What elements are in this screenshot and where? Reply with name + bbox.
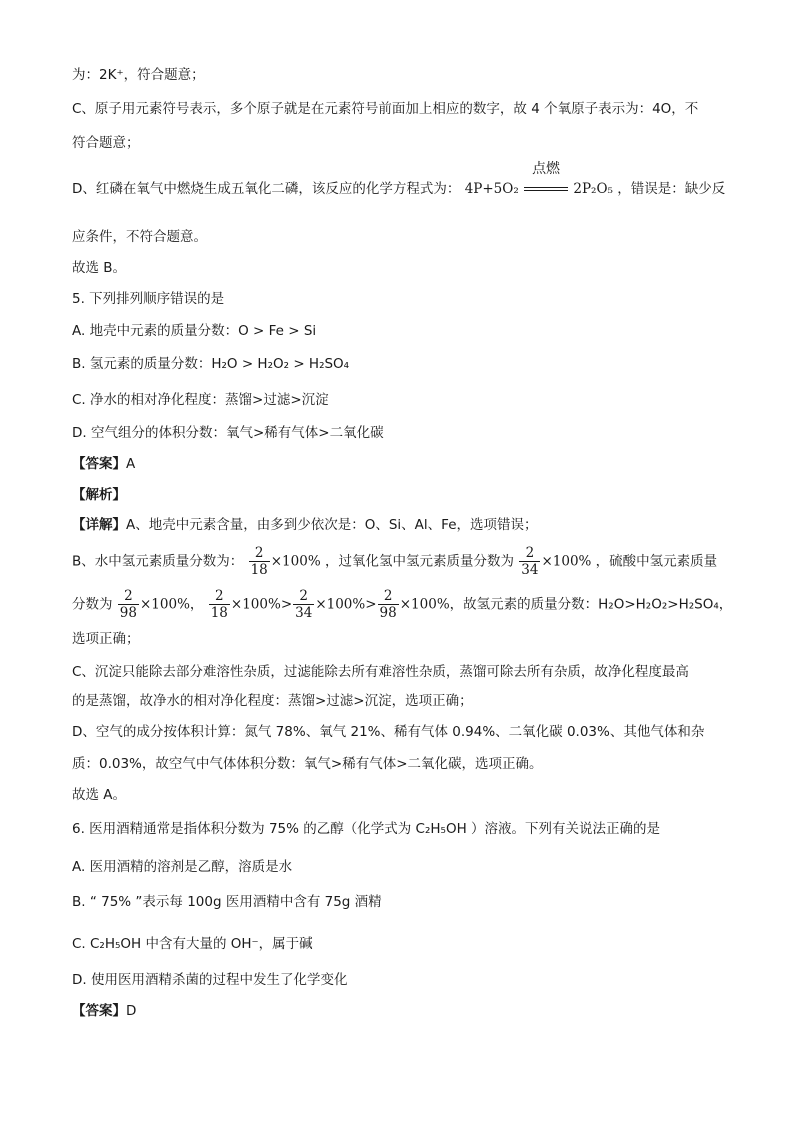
q5-option-c: C. 净水的相对净化程度：蒸馏>过滤>沉淀 [72, 392, 329, 408]
question-5: 5. 下列排列顺序错误的是 [72, 291, 225, 307]
q5-option-a: A. 地壳中元素的质量分数：O > Fe > Si [72, 323, 317, 339]
detail-line-3: 分数为 $\frac{2}{98}$ ×100%， $\frac{2}{18}$ ×100%> $\frac{2}{34}$ ×100%> $\frac{2}{98}$ ×100%，故氢元素的质量分数：H₂O>H₂O₂>H₂SO₄， [72, 588, 733, 621]
fraction-2-18: $\frac{2}{18}$ [250, 545, 268, 578]
detail-line-9: 故选 A。 [72, 787, 127, 803]
analysis-tag: 【解析】 [72, 487, 126, 503]
question-6: 6. 医用酒精通常是指体积分数为 75% 的乙醇（化学式为 C₂H₅OH ）溶液。下列有关说法正确的是 [72, 821, 661, 837]
q5-option-b: B. 氢元素的质量分数：H₂O > H₂O₂ > H₂SO₄ [72, 356, 350, 372]
equation-right: 2P₂O₅ [573, 181, 613, 197]
detail-line-7: D、空气的成分按体积计算：氮气 78%、氧气 21%、稀有气体 0.94%、二氧化碳 0.03%、其他气体和杂 [72, 724, 705, 740]
equals-bar-icon [524, 187, 568, 191]
answer-value: D [126, 1003, 137, 1019]
answer-tag: 【答案】 [72, 456, 126, 472]
answer-tag: 【答案】 [72, 1003, 126, 1019]
q6-option-b: B. “ 75% ”表示每 100g 医用酒精中含有 75g 酒精 [72, 894, 382, 910]
detail-line-8: 质：0.03%，故空气中气体体积分数：氧气>稀有气体>二氧化碳，选项正确。 [72, 756, 543, 772]
detail-line-4: 选项正确； [72, 631, 140, 647]
q6-answer [72, 1002, 136, 1020]
fraction-2-98: $\frac{2}{98}$ [379, 588, 397, 621]
answer-value: A [126, 456, 136, 472]
equation-left: 4P+5O₂ [464, 181, 519, 197]
equation-outro: ，错误是：缺少反 [617, 181, 726, 197]
equation-line [72, 161, 726, 198]
detail-line-6: 的是蒸馏，故净水的相对净化程度：蒸馏>过滤>沉淀，选项正确； [72, 693, 473, 709]
reaction-condition-label: 点燃 [532, 161, 561, 177]
equation-intro: D、红磷在氧气中燃烧生成五氧化二磷，该反应的化学方程式为： [72, 181, 461, 197]
q6-option-c: C. C₂H₅OH 中含有大量的 OH⁻，属于碱 [72, 936, 313, 952]
detail-line-2: B、水中氢元素质量分数为： $\frac{2}{18}$ ×100% ，过氧化氢中氢元素质量分数为 $\frac{2}{34}$ ×100% ，硫酸中氢元素质量 [72, 545, 718, 578]
fraction-2-18: $\frac{2}{18}$ [210, 588, 228, 621]
reaction-condition [523, 161, 569, 198]
line-6: 故选 B。 [72, 260, 127, 276]
fraction-2-98: $\frac{2}{98}$ [119, 588, 137, 621]
line-1: 为：2K⁺，符合题意； [72, 67, 205, 83]
q6-option-a: A. 医用酒精的溶剂是乙醇，溶质是水 [72, 859, 293, 875]
q5-option-d: D. 空气组分的体积分数：氧气>稀有气体>二氧化碳 [72, 425, 384, 441]
line-2: C、原子用元素符号表示，多个原子就是在元素符号前面加上相应的数字，故 4 个氧原子表示为：4O，不 [72, 101, 699, 117]
q6-option-d: D. 使用医用酒精杀菌的过程中发生了化学变化 [72, 972, 348, 988]
q5-answer [72, 455, 135, 473]
line-3: 符合题意； [72, 135, 140, 151]
fraction-2-34: $\frac{2}{34}$ [521, 545, 539, 578]
line-5: 应条件，不符合题意。 [72, 229, 207, 245]
detail-tag: 【详解】 [72, 517, 126, 533]
detail-line-1: 【详解】A、地壳中元素含量，由多到少依次是：O、Si、Al、Fe，选项错误； [72, 517, 538, 533]
detail-line-5: C、沉淀只能除去部分难溶性杂质，过滤能除去所有难溶性杂质，蒸馏可除去所有杂质，故净化程度最高 [72, 664, 689, 680]
fraction-2-34: $\frac{2}{34}$ [295, 588, 313, 621]
